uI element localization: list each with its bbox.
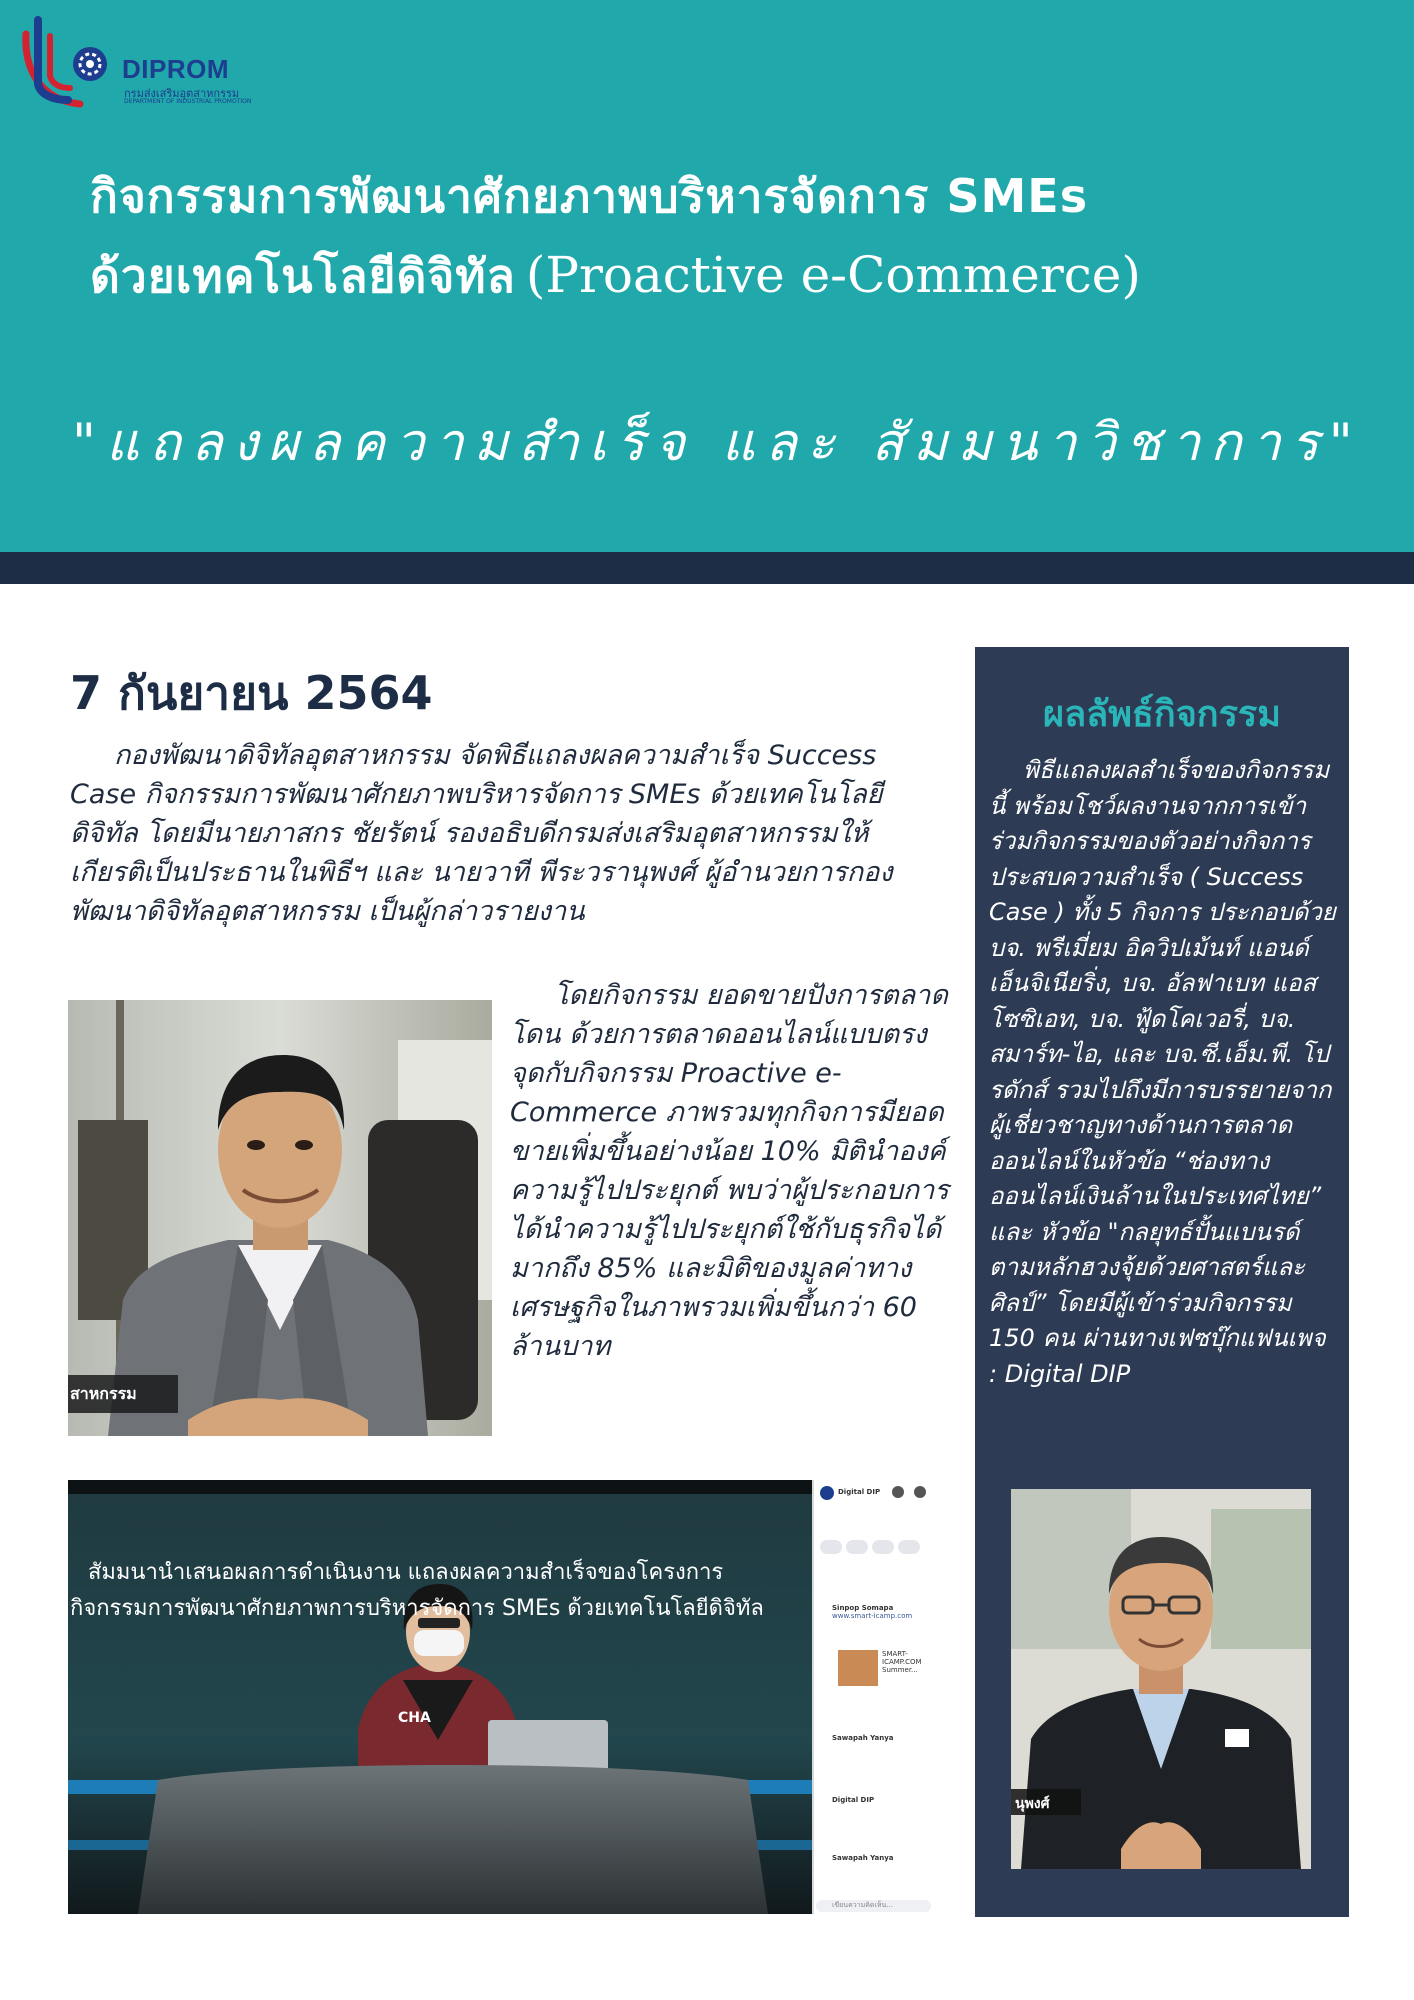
results-sidebar — [975, 647, 1349, 1917]
presenter-shirt-text: CHA — [398, 1710, 431, 1726]
logo-english-name: DEPARTMENT OF INDUSTRIAL PROMOTION — [124, 98, 252, 105]
logo-thai-name: กรมส่งเสริมอุตสาหกรรม — [124, 87, 240, 100]
chat-item — [832, 1604, 928, 1620]
diprom-logo — [18, 14, 252, 110]
webinar-slide-title-line1: สัมมนานำเสนอผลการดำเนินงาน แถลงผลความสำเร็จของโครงการ — [88, 1560, 724, 1585]
live-chat-panel — [816, 1484, 932, 1910]
webinar-studio-scene — [68, 1480, 934, 1914]
page-title-line2-english: (Proactive e-Commerce) — [525, 246, 1141, 304]
chat-text: Summer... — [882, 1666, 918, 1674]
webinar-slide-title-line2: กิจกรรมการพัฒนาศักยภาพการบริหารจัดการ SMEs ด้วยเทคโนโลยีดิจิทัล — [70, 1596, 764, 1621]
photo-director — [1011, 1489, 1311, 1869]
chat-author: Sawapah Yanya — [832, 1734, 894, 1742]
article-paragraph-2-text: โดยกิจกรรม ยอดขายปังการตลาดโดน ด้วยการตลาดออนไลน์แบบตรงจุดกับกิจกรรม Proactive e-Commerce ภาพรวมทุกกิจการมียอดขายเพิ่มขึ้นอย่างน้อย 10% มิตินำองค์ความรู้ไปประยุกต์ พบว่าผู้ประกอบการได้นำความรู้ไปประยุกต์ใช้กับธุรกิจได้มากถึง 85% และมิติของมูลค่าทางเศรษฐกิจในภาพรวมเพิ่มขึ้นกว่า 60 ล้านบาท — [510, 980, 949, 1362]
chat-item — [832, 1796, 928, 1804]
article-date: 7 กันยายน 2564 — [70, 666, 433, 720]
deputy-director-portrait — [68, 1000, 492, 1436]
header-banner — [0, 0, 1414, 552]
chat-author: Digital DIP — [832, 1796, 875, 1804]
article-paragraph-2 — [510, 976, 950, 1366]
photo-director-caption: นุพงศ์ — [1015, 1796, 1050, 1812]
director-portrait — [1011, 1489, 1311, 1869]
page-subtitle: "แถลงผลความสำเร็จ และ สัมมนาวิชาการ" — [72, 413, 1363, 473]
sidebar-text-body: พิธีแถลงผลสำเร็จของกิจกรรมนี้ พร้อมโชว์ผลงานจากการเข้าร่วมกิจกรรมของตัวอย่างกิจการประสบความสำเร็จ ( Success Case ) ทั้ง 5 กิจการ ประกอบด้วย บจ. พรีเมี่ยม อิควิปเม้นท์ แอนด์ เอ็นจิเนียริ่ง, บจ. อัลฟาเบท แอสโซซิเอท, บจ. ฟู้ดโคเวอรี่, บจ. สมาร์ท-ไอ, และ บจ.ซี.เอ็ม.พี. โปรดักส์ รวมไปถึงมีการบรรยายจากผู้เชี่ยวชาญทางด้านการตลาดออนไลน์ในหัวข้อ “ช่องทางออนไลน์เงินล้านในประเทศไทย” และ หัวข้อ "กลยุทธ์ปั้นแบนรด์ตามหลักฮวงจุ้ยด้วยศาสตร์และศิลป์” โดยมีผู้เข้าร่วมกิจกรรม 150 คน ผ่านทางเฟซบุ๊กแฟนเพจ : Digital DIP — [989, 756, 1336, 1388]
article-paragraph-1-text: กองพัฒนาดิจิทัลอุตสาหกรรม จัดพิธีแถลงผลความสำเร็จ Success Case กิจกรรมการพัฒนาศักยภาพบริหารจัดการ SMEs ด้วยเทคโนโลยีดิจิทัล โดยมีนายภาสกร ชัยรัตน์ รองอธิบดีกรมส่งเสริมอุตสาหกรรมให้เกียรติเป็นประธานในพิธีฯ และ นายวาที พีระวรานุพงศ์ ผู้อำนวยการกองพัฒนาดิจิทัลอุตสาหกรรม เป็นผู้กล่าวรายงาน — [70, 740, 893, 927]
photo-webinar-screenshot — [68, 1480, 934, 1914]
chat-text: www.smart-icamp.com — [832, 1612, 913, 1620]
chat-author: SMART-ICAMP.COM — [882, 1650, 922, 1666]
article-paragraph-1 — [70, 736, 940, 931]
photo-deputy-director-caption: สาหกรรม — [70, 1384, 137, 1403]
chat-item — [832, 1734, 928, 1742]
chat-author: Sinpop Somapa — [832, 1604, 894, 1612]
chat-item — [882, 1650, 930, 1674]
page-title-line1: กิจกรรมการพัฒนาศักยภาพบริหารจัดการ SMEs — [90, 169, 1089, 223]
page-title-line2-thai: ด้วยเทคโนโลยีดิจิทัล — [90, 249, 516, 303]
page-title-line2 — [90, 240, 1350, 313]
header-divider-band — [0, 552, 1414, 584]
chat-item — [832, 1854, 928, 1862]
photo-deputy-director — [68, 1000, 492, 1436]
diprom-emblem-icon — [18, 14, 118, 110]
logo-name: DIPROM — [122, 54, 229, 84]
chat-author: Sawapah Yanya — [832, 1854, 894, 1862]
chat-comment-input[interactable]: เขียนความคิดเห็น... — [832, 1901, 893, 1909]
chat-page-name: Digital DIP — [838, 1488, 881, 1496]
sidebar-text — [989, 753, 1339, 1392]
sidebar-title: ผลลัพธ์กิจกรรม — [1042, 694, 1281, 735]
